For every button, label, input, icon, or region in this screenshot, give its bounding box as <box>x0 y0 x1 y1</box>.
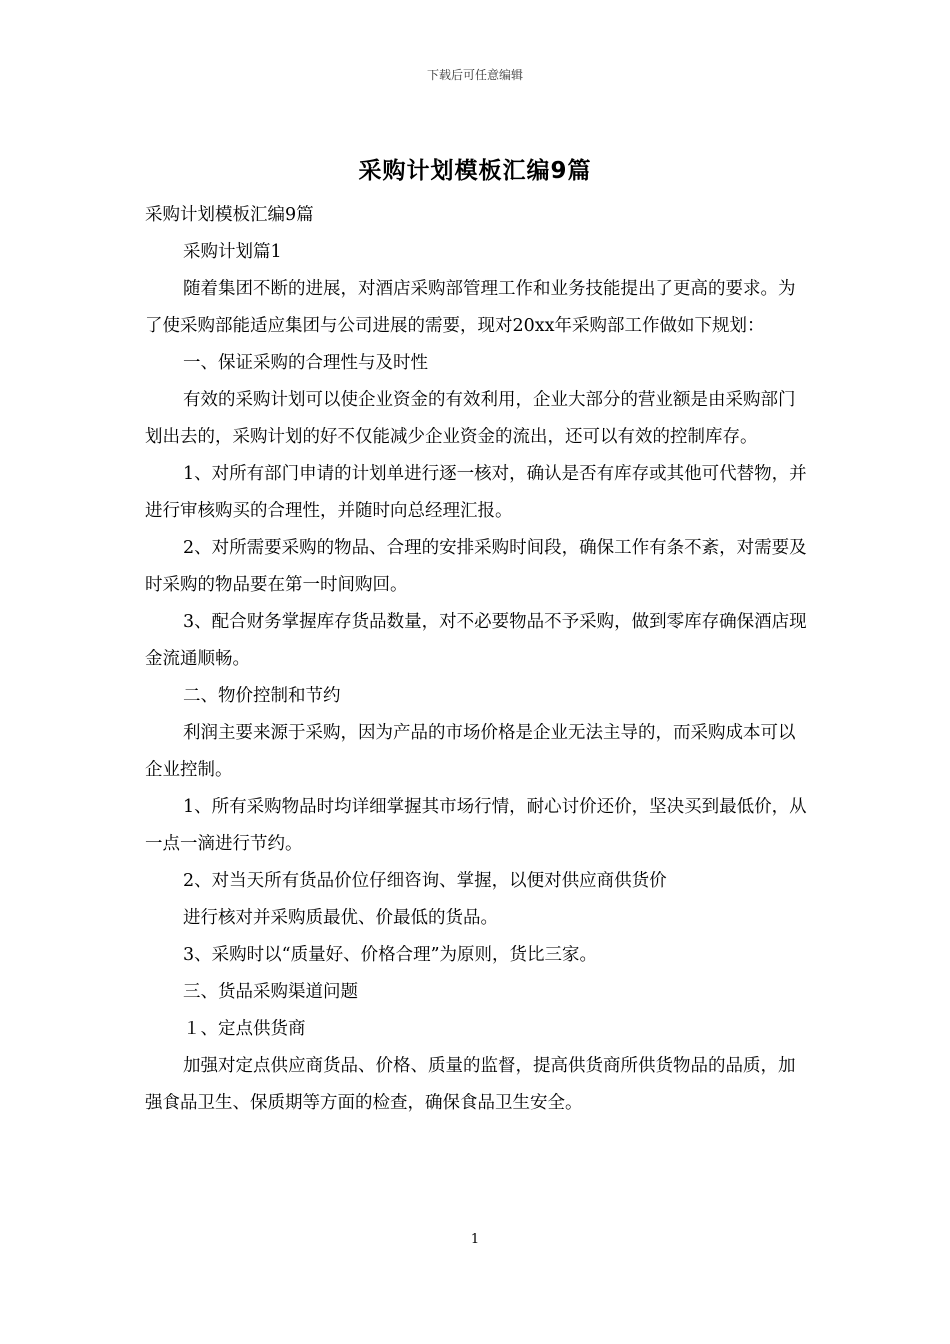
header-note: 下载后可任意编辑 <box>426 68 523 82</box>
paragraph: 三、货品采购渠道问题 <box>183 982 358 1002</box>
paragraph: 2、对所需要采购的物品、合理的安排采购时间段，确保工作有条不紊，对需要及时采购的物品要在第一时间购回。 <box>145 538 807 595</box>
paragraph: 进行核对并采购质最优、价最低的货品。 <box>183 908 498 928</box>
paragraph: 采购计划模板汇编9篇 <box>145 205 314 225</box>
paragraph: 随着集团不断的进展，对酒店采购部管理工作和业务技能提出了更高的要求。为了使采购部能适应集团与公司进展的需要，现对20xx年采购部工作做如下规划： <box>145 279 796 336</box>
paragraph: １、定点供货商 <box>183 1019 306 1039</box>
paragraph: 1、对所有部门申请的计划单进行逐一核对，确认是否有库存或其他可代替物，并进行审核购买的合理性，并随时向总经理汇报。 <box>145 464 807 521</box>
paragraph: 2、对当天所有货品价位仔细咨询、掌握，以便对供应商供货价 <box>183 871 667 891</box>
paragraph: 利润主要来源于采购，因为产品的市场价格是企业无法主导的，而采购成本可以企业控制。 <box>145 723 796 780</box>
paragraph: 3、配合财务掌握库存货品数量，对不必要物品不予采购，做到零库存确保酒店现金流通顺畅。 <box>145 612 807 669</box>
page-number: 1 <box>470 1232 480 1247</box>
paragraph: 加强对定点供应商货品、价格、质量的监督，提高供货商所供货物品的品质，加强食品卫生、保质期等方面的检查，确保食品卫生安全。 <box>145 1056 796 1113</box>
document-title: 采购计划模板汇编9篇 <box>358 158 592 184</box>
paragraph: 二、物价控制和节约 <box>183 686 341 706</box>
paragraph: 3、采购时以“质量好、价格合理”为原则，货比三家。 <box>183 945 598 965</box>
paragraph: 有效的采购计划可以使企业资金的有效利用，企业大部分的营业额是由采购部门划出去的，采购计划的好不仅能减少企业资金的流出，还可以有效的控制库存。 <box>145 390 796 447</box>
paragraph: 采购计划篇1 <box>183 242 282 262</box>
paragraph: 一、保证采购的合理性与及时性 <box>183 353 428 373</box>
document-body <box>145 197 810 1122</box>
paragraph: 1、所有采购物品时均详细掌握其市场行情，耐心讨价还价，坚决买到最低价，从一点一滴进行节约。 <box>145 797 807 854</box>
